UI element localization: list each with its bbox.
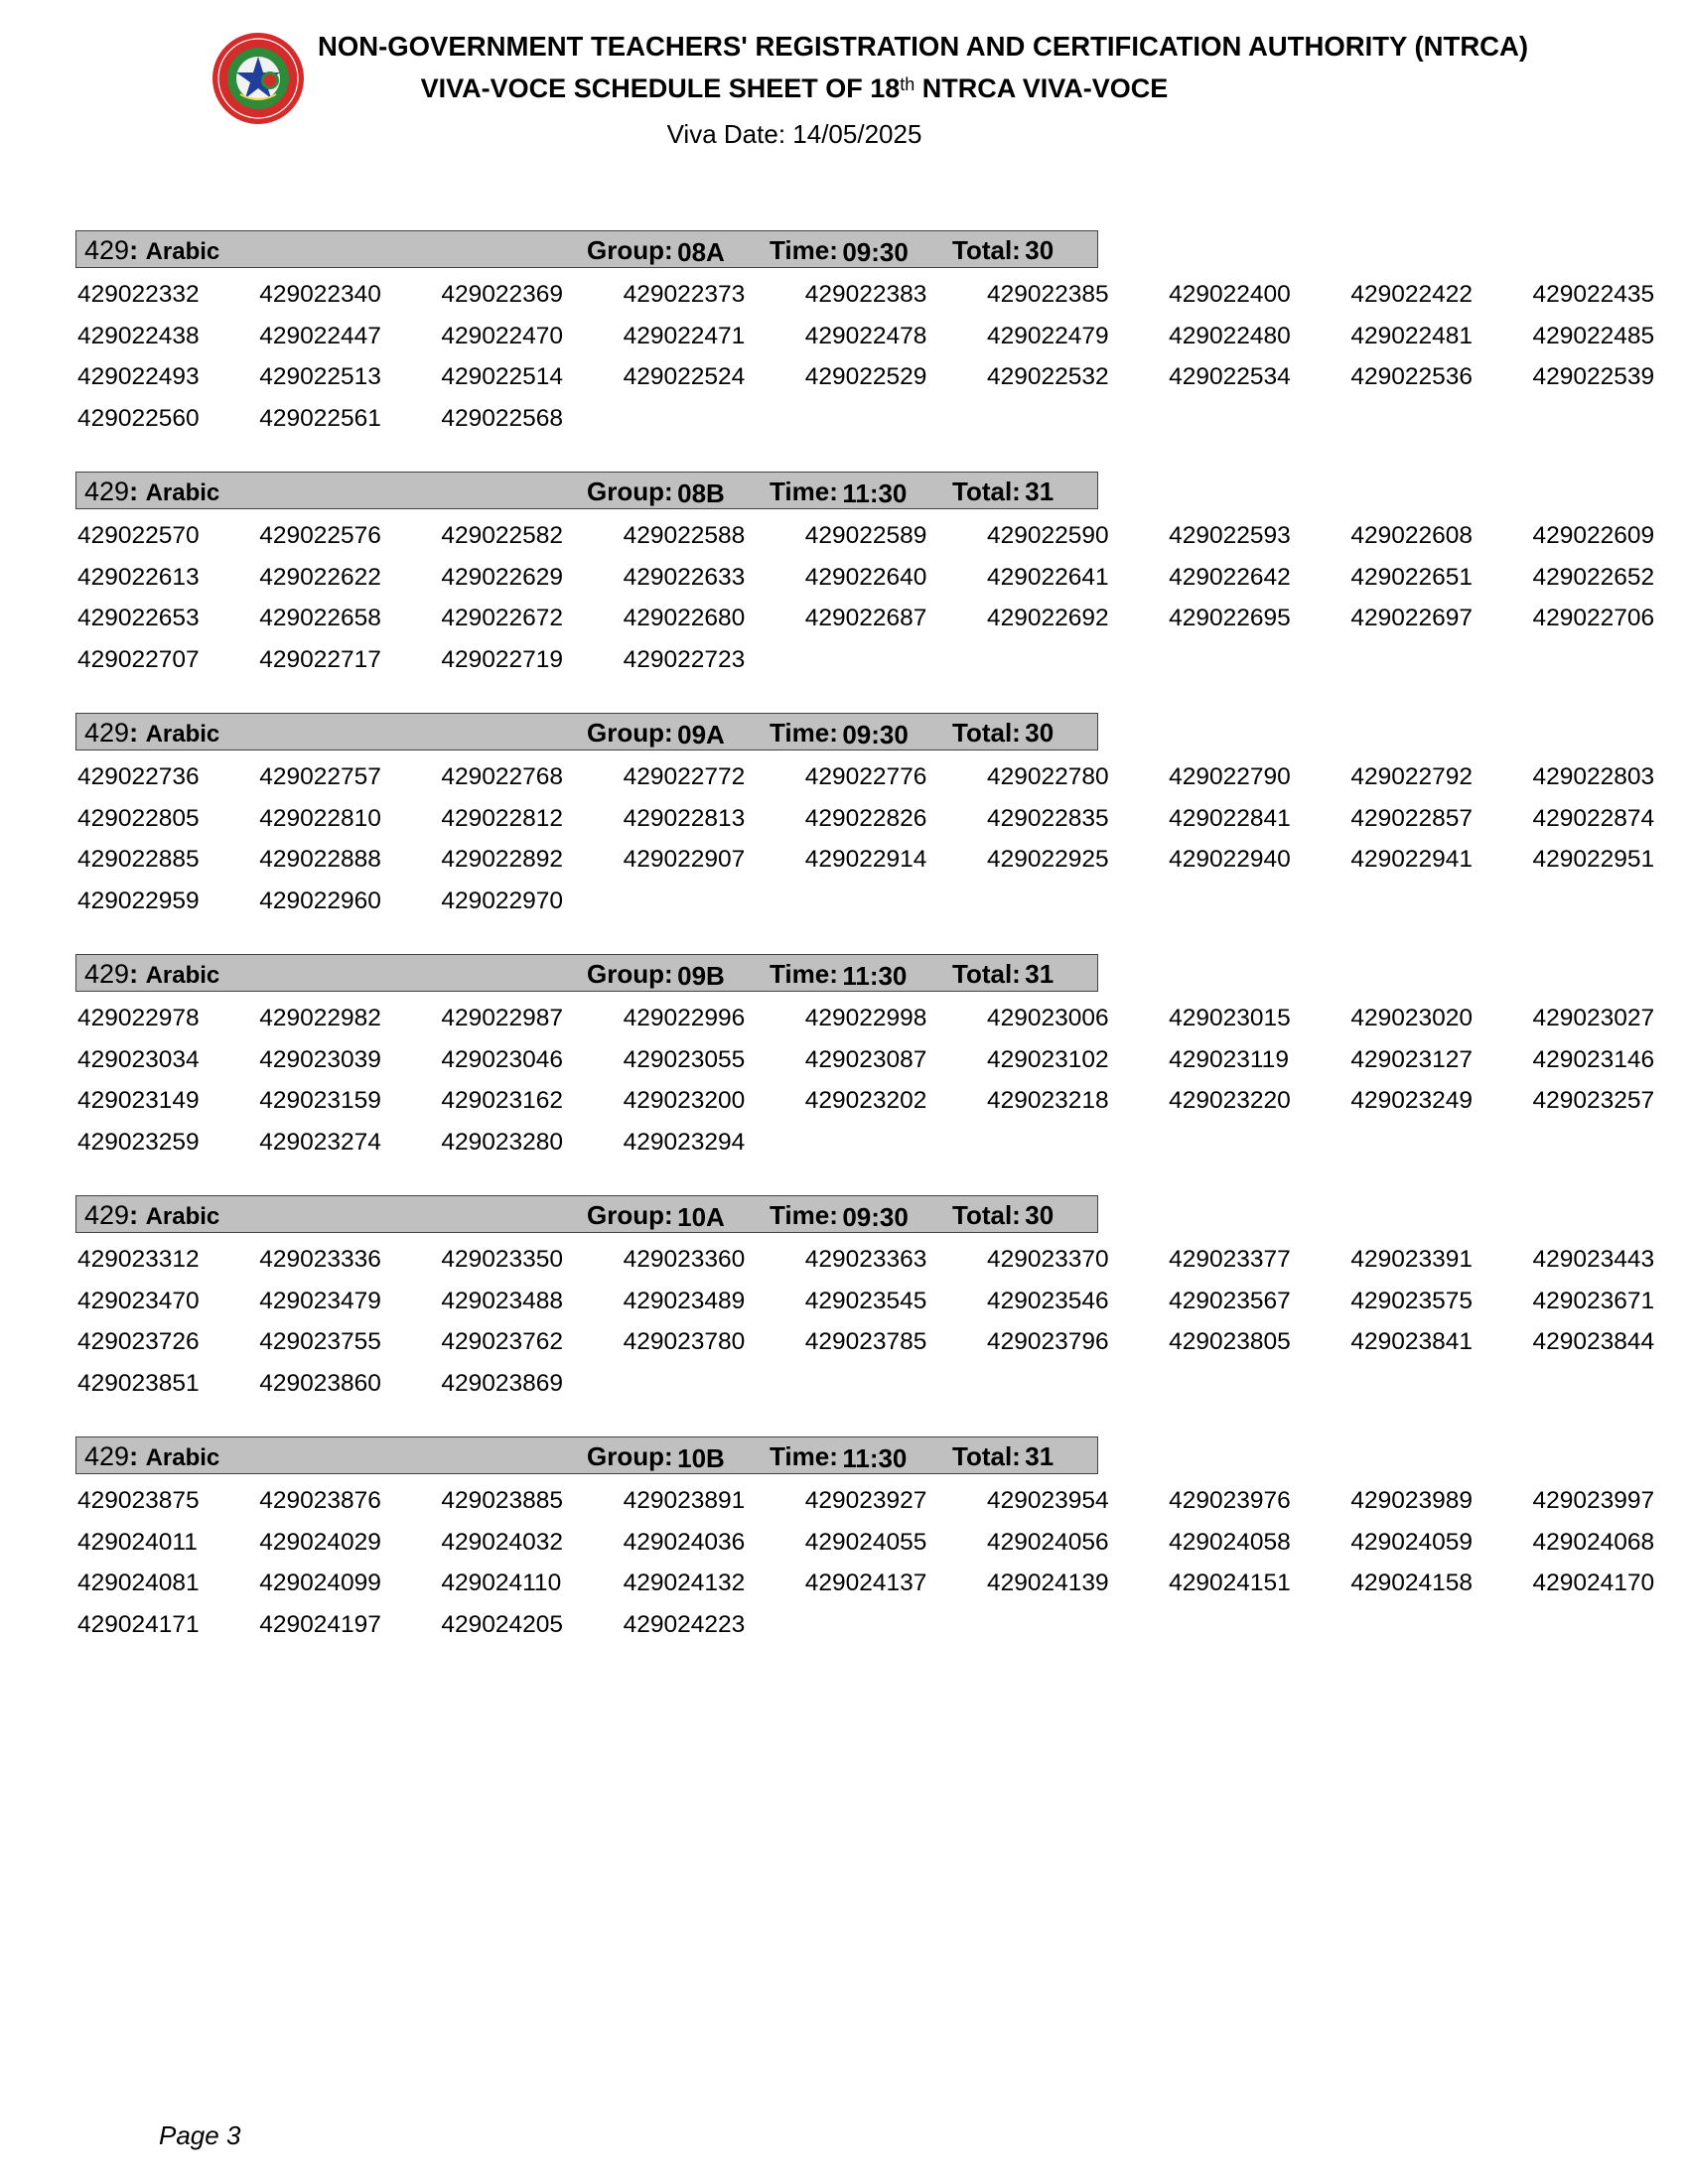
roll-number: 429022888 [259, 846, 381, 873]
viva-date-label: Viva Date: [666, 119, 786, 149]
roll-number: 429022810 [259, 804, 381, 832]
roll-number: 429024137 [804, 1570, 927, 1596]
roll-number: 429022768 [441, 763, 564, 790]
roll-number: 429022987 [441, 1005, 564, 1031]
roll-number: 429022835 [986, 804, 1109, 832]
roll-number: 429022892 [441, 846, 564, 873]
roll-number: 429023755 [259, 1328, 381, 1355]
group-value: 10B [677, 1443, 725, 1473]
group-header-bar [75, 1436, 1098, 1474]
roll-number: 429022672 [441, 605, 564, 631]
roll-number: 429024223 [623, 1610, 746, 1638]
roll-number: 429024056 [986, 1528, 1109, 1556]
roll-number: 429022641 [986, 563, 1109, 591]
roll-number: 429024110 [441, 1570, 562, 1596]
roll-number: 429022970 [441, 887, 564, 914]
group-header-bar [75, 230, 1098, 268]
group-field [587, 958, 725, 995]
subject-code: 429 [84, 1441, 130, 1471]
time-field [770, 234, 909, 271]
roll-number: 429022998 [804, 1005, 927, 1031]
roll-number: 429023149 [77, 1087, 200, 1114]
roll-number: 429022471 [623, 322, 746, 349]
roll-number: 429023162 [441, 1087, 564, 1114]
roll-number: 429023567 [1169, 1287, 1291, 1314]
roll-number: 429022536 [1350, 363, 1473, 390]
roll-number: 429022772 [623, 763, 746, 790]
roll-number: 429023780 [623, 1328, 746, 1355]
subject-name: Arabic [145, 238, 220, 265]
roll-number: 429023546 [986, 1287, 1109, 1314]
roll-number: 429023274 [259, 1128, 381, 1156]
roll-number: 429023046 [441, 1045, 564, 1073]
roll-number: 429023762 [441, 1328, 564, 1355]
roll-number: 429022757 [259, 763, 381, 790]
roll-number: 429023257 [1532, 1087, 1655, 1114]
roll-number: 429022907 [623, 846, 746, 873]
roll-number: 429024158 [1350, 1570, 1473, 1596]
roll-number: 429022534 [1169, 363, 1291, 390]
roll-number: 429023927 [804, 1487, 927, 1514]
group-value: 09B [677, 961, 725, 991]
total-field [952, 476, 1054, 512]
subject-heading [84, 1199, 219, 1233]
group-value: 09A [677, 720, 725, 750]
roll-number: 429023997 [1532, 1487, 1655, 1514]
roll-number: 429023989 [1350, 1487, 1473, 1514]
roll-number: 429022568 [441, 404, 564, 432]
group-value: 10A [677, 1202, 725, 1232]
roll-number: 429022687 [804, 605, 927, 631]
document-title: NON-GOVERNMENT TEACHERS' REGISTRATION AND CERTIFICATION AUTHORITY (NTRCA) [318, 31, 1529, 62]
group-value: 08B [677, 478, 725, 508]
subject-name: Arabic [145, 479, 220, 506]
roll-number: 429023370 [986, 1246, 1109, 1273]
roll-number: 429022978 [77, 1005, 200, 1031]
viva-date-line [318, 117, 1271, 151]
roll-number: 429023146 [1532, 1045, 1655, 1073]
roll-number: 429022780 [986, 763, 1109, 790]
viva-date-value: 14/05/2025 [792, 119, 922, 149]
roll-number: 429022480 [1169, 322, 1291, 349]
group-label: Group: [587, 718, 673, 748]
roll-number: 429023869 [441, 1369, 564, 1397]
roll-number: 429022940 [1169, 846, 1291, 873]
roll-number: 429023805 [1169, 1328, 1291, 1355]
roll-number: 429023055 [623, 1045, 746, 1073]
roll-number: 429024055 [804, 1528, 927, 1556]
roll-number: 429022570 [77, 522, 200, 549]
roll-number: 429022658 [259, 605, 381, 631]
roll-number: 429023954 [986, 1487, 1109, 1514]
roll-number-list [77, 998, 1674, 1162]
subject-name: Arabic [145, 962, 220, 989]
total-label: Total: [952, 477, 1021, 506]
roll-number: 429022805 [77, 804, 200, 832]
roll-number: 429022813 [623, 804, 746, 832]
roll-number: 429023220 [1169, 1087, 1291, 1114]
group-field [587, 476, 725, 512]
roll-number: 429022582 [441, 522, 564, 549]
total-label: Total: [952, 718, 1021, 748]
roll-number: 429022622 [259, 563, 381, 591]
time-value: 11:30 [842, 1443, 908, 1473]
roll-number-list [77, 515, 1674, 680]
group-field [587, 717, 725, 753]
group-section [75, 954, 1674, 1195]
time-field [770, 717, 909, 753]
roll-number: 429024197 [259, 1610, 381, 1638]
roll-number: 429023860 [259, 1369, 381, 1397]
roll-number: 429022925 [986, 846, 1109, 873]
roll-number: 429022914 [804, 846, 927, 873]
roll-number: 429023891 [623, 1487, 746, 1514]
roll-number: 429022951 [1532, 846, 1655, 873]
group-section [75, 1195, 1674, 1436]
roll-number: 429023489 [623, 1287, 746, 1314]
subtitle-text: VIVA-VOCE SCHEDULE SHEET OF 18 [420, 73, 901, 103]
roll-number: 429022719 [441, 645, 564, 673]
roll-number: 429022613 [77, 563, 200, 591]
time-field [770, 476, 907, 512]
total-value: 30 [1025, 718, 1055, 748]
roll-number: 429023034 [77, 1045, 200, 1073]
roll-number: 429022422 [1350, 281, 1473, 308]
roll-number: 429023851 [77, 1369, 200, 1397]
roll-number: 429022529 [804, 363, 927, 390]
roll-number: 429023875 [77, 1487, 200, 1514]
roll-number: 429022383 [804, 281, 927, 308]
subject-colon: : [129, 959, 139, 989]
roll-number: 429022633 [623, 563, 746, 591]
roll-number: 429022435 [1532, 281, 1655, 308]
roll-number: 429022478 [804, 322, 927, 349]
roll-number: 429022736 [77, 763, 200, 790]
roll-number: 429023119 [1169, 1045, 1289, 1073]
roll-number: 429022593 [1169, 522, 1291, 549]
roll-number: 429022651 [1350, 563, 1473, 591]
roll-number: 429022841 [1169, 804, 1291, 832]
roll-number: 429022332 [77, 281, 200, 308]
roll-number: 429024081 [77, 1570, 200, 1596]
roll-number: 429024029 [259, 1528, 381, 1556]
roll-number: 429023488 [441, 1287, 564, 1314]
roll-number: 429022609 [1532, 522, 1655, 549]
group-label: Group: [587, 1200, 673, 1230]
roll-number: 429023976 [1169, 1487, 1291, 1514]
roll-number: 429023377 [1169, 1246, 1291, 1273]
roll-number: 429022885 [77, 846, 200, 873]
roll-number: 429023363 [804, 1246, 927, 1273]
time-label: Time: [770, 959, 838, 989]
roll-number: 429023350 [441, 1246, 564, 1273]
group-label: Group: [587, 959, 673, 989]
total-value: 31 [1025, 477, 1055, 506]
total-value: 31 [1025, 1441, 1055, 1471]
subject-heading [84, 1440, 219, 1474]
roll-number: 429022941 [1350, 846, 1473, 873]
roll-number: 429022695 [1169, 605, 1291, 631]
total-field [952, 1440, 1054, 1477]
roll-number: 429023545 [804, 1287, 927, 1314]
roll-number-list [77, 1480, 1674, 1645]
roll-number: 429022790 [1169, 763, 1291, 790]
roll-number: 429022561 [259, 404, 381, 432]
time-value: 09:30 [842, 237, 909, 267]
page-number: Page 3 [159, 2120, 241, 2150]
total-field [952, 958, 1054, 995]
roll-number: 429023020 [1350, 1005, 1473, 1031]
roll-number: 429023102 [986, 1045, 1109, 1073]
group-section [75, 1436, 1674, 1678]
subject-colon: : [129, 718, 139, 748]
roll-number: 429022959 [77, 887, 200, 914]
total-label: Total: [952, 959, 1021, 989]
group-section [75, 713, 1674, 954]
roll-number: 429022996 [623, 1005, 746, 1031]
time-label: Time: [770, 1441, 838, 1471]
roll-number: 429024036 [623, 1528, 746, 1556]
roll-number: 429024068 [1532, 1528, 1655, 1556]
total-label: Total: [952, 1200, 1021, 1230]
roll-number: 429024132 [623, 1570, 746, 1596]
time-value: 09:30 [842, 720, 909, 750]
group-field [587, 1199, 725, 1236]
roll-number: 429022340 [259, 281, 381, 308]
roll-number: 429022857 [1350, 804, 1473, 832]
roll-number: 429022524 [623, 363, 746, 390]
roll-number: 429023336 [259, 1246, 381, 1273]
roll-number: 429023844 [1532, 1328, 1655, 1355]
subject-colon: : [129, 235, 139, 265]
roll-number: 429022447 [259, 322, 381, 349]
roll-number: 429023159 [259, 1087, 381, 1114]
roll-number: 429022576 [259, 522, 381, 549]
roll-number: 429023479 [259, 1287, 381, 1314]
time-label: Time: [770, 1200, 838, 1230]
roll-number: 429022874 [1532, 804, 1655, 832]
roll-number: 429024011 [77, 1528, 198, 1556]
roll-number: 429023470 [77, 1287, 200, 1314]
time-label: Time: [770, 718, 838, 748]
roll-number: 429024171 [77, 1610, 200, 1638]
total-field [952, 1199, 1054, 1236]
roll-number: 429022493 [77, 363, 200, 390]
roll-number: 429023726 [77, 1328, 200, 1355]
roll-number: 429023202 [804, 1087, 927, 1114]
roll-number: 429022385 [986, 281, 1109, 308]
roll-number: 429023796 [986, 1328, 1109, 1355]
roll-number: 429022514 [441, 363, 564, 390]
time-label: Time: [770, 477, 838, 506]
subject-code: 429 [84, 1200, 130, 1230]
roll-number: 429022982 [259, 1005, 381, 1031]
roll-number: 429023027 [1532, 1005, 1655, 1031]
group-field [587, 234, 725, 271]
roll-number: 429022629 [441, 563, 564, 591]
roll-number: 429022539 [1532, 363, 1655, 390]
ntrca-logo-icon [211, 31, 306, 126]
time-value: 11:30 [842, 478, 908, 508]
group-header-bar [75, 954, 1098, 992]
total-value: 31 [1025, 959, 1055, 989]
roll-number: 429023876 [259, 1487, 381, 1514]
group-section [75, 472, 1674, 713]
roll-number: 429023006 [986, 1005, 1109, 1031]
roll-number: 429022479 [986, 322, 1109, 349]
roll-number: 429022706 [1532, 605, 1655, 631]
group-header-bar [75, 1195, 1098, 1233]
roll-number: 429022680 [623, 605, 746, 631]
roll-number: 429023391 [1350, 1246, 1473, 1273]
roll-number: 429024139 [986, 1570, 1109, 1596]
group-label: Group: [587, 235, 673, 265]
roll-number: 429023841 [1350, 1328, 1473, 1355]
time-value: 11:30 [842, 961, 908, 991]
roll-number: 429024058 [1169, 1528, 1291, 1556]
group-value: 08A [677, 237, 725, 267]
roll-number: 429024032 [441, 1528, 564, 1556]
subject-heading [84, 958, 219, 992]
roll-number: 429023039 [259, 1045, 381, 1073]
roll-number: 429022826 [804, 804, 927, 832]
roll-number: 429022481 [1350, 322, 1473, 349]
group-header-bar [75, 472, 1098, 509]
subject-colon: : [129, 1200, 139, 1230]
roll-number: 429023360 [623, 1246, 746, 1273]
total-label: Total: [952, 1441, 1021, 1471]
total-field [952, 717, 1054, 753]
subject-name: Arabic [145, 721, 220, 748]
subject-heading [84, 476, 219, 509]
group-label: Group: [587, 1441, 673, 1471]
roll-number: 429022373 [623, 281, 746, 308]
roll-number: 429023671 [1532, 1287, 1655, 1314]
total-field [952, 234, 1054, 271]
roll-number: 429022692 [986, 605, 1109, 631]
roll-number: 429022589 [804, 522, 927, 549]
roll-number: 429022485 [1532, 322, 1655, 349]
roll-number: 429023087 [804, 1045, 927, 1073]
subtitle-text-end: NTRCA VIVA-VOCE [921, 73, 1169, 103]
subject-code: 429 [84, 718, 130, 748]
roll-number: 429023249 [1350, 1087, 1473, 1114]
roll-number: 429022653 [77, 605, 200, 631]
subject-heading [84, 717, 219, 751]
roll-number: 429023015 [1169, 1005, 1291, 1031]
time-field [770, 1199, 909, 1236]
roll-number: 429023127 [1350, 1045, 1473, 1073]
roll-number: 429023443 [1532, 1246, 1655, 1273]
group-section [75, 230, 1674, 472]
document-subtitle [318, 71, 1271, 105]
roll-number: 429022642 [1169, 563, 1291, 591]
roll-number: 429024205 [441, 1610, 564, 1638]
subject-code: 429 [84, 477, 130, 506]
time-value: 09:30 [842, 1202, 909, 1232]
roll-number: 429022369 [441, 281, 564, 308]
roll-number: 429022400 [1169, 281, 1291, 308]
subject-heading [84, 234, 219, 268]
time-field [770, 1440, 907, 1477]
subject-colon: : [129, 1441, 139, 1471]
roll-number: 429022588 [623, 522, 746, 549]
roll-number: 429022438 [77, 322, 200, 349]
roll-number: 429022640 [804, 563, 927, 591]
group-header-bar [75, 713, 1098, 751]
total-label: Total: [952, 235, 1021, 265]
group-field [587, 1440, 725, 1477]
roll-number: 429023312 [77, 1246, 200, 1273]
roll-number: 429022717 [259, 645, 381, 673]
roll-number: 429023575 [1350, 1287, 1473, 1314]
subject-name: Arabic [145, 1444, 220, 1471]
roll-number: 429023218 [986, 1087, 1109, 1114]
roll-number: 429022792 [1350, 763, 1473, 790]
schedule-sections [75, 230, 1674, 1678]
roll-number: 429022608 [1350, 522, 1473, 549]
total-value: 30 [1025, 1200, 1055, 1230]
roll-number: 429022723 [623, 645, 746, 673]
roll-number: 429022697 [1350, 605, 1473, 631]
subject-code: 429 [84, 235, 130, 265]
roll-number: 429024059 [1350, 1528, 1473, 1556]
subject-name: Arabic [145, 1203, 220, 1230]
roll-number: 429022470 [441, 322, 564, 349]
roll-number: 429022803 [1532, 763, 1655, 790]
time-label: Time: [770, 235, 838, 265]
roll-number: 429022960 [259, 887, 381, 914]
roll-number-list [77, 756, 1674, 921]
roll-number: 429022513 [259, 363, 381, 390]
roll-number: 429023294 [623, 1128, 746, 1156]
roll-number: 429023785 [804, 1328, 927, 1355]
roll-number: 429022532 [986, 363, 1109, 390]
group-label: Group: [587, 477, 673, 506]
roll-number: 429023259 [77, 1128, 200, 1156]
roll-number: 429022812 [441, 804, 564, 832]
total-value: 30 [1025, 235, 1055, 265]
roll-number-list [77, 1239, 1674, 1404]
subject-code: 429 [84, 959, 130, 989]
roll-number: 429023200 [623, 1087, 746, 1114]
roll-number-list [77, 274, 1674, 439]
roll-number: 429024099 [259, 1570, 381, 1596]
roll-number: 429022560 [77, 404, 200, 432]
roll-number: 429024170 [1532, 1570, 1655, 1596]
subject-colon: : [129, 477, 139, 506]
roll-number: 429022707 [77, 645, 200, 673]
roll-number: 429023885 [441, 1487, 564, 1514]
subtitle-ordinal-suffix: th [900, 74, 915, 94]
roll-number: 429022590 [986, 522, 1109, 549]
roll-number: 429022776 [804, 763, 927, 790]
roll-number: 429022652 [1532, 563, 1655, 591]
time-field [770, 958, 907, 995]
roll-number: 429023280 [441, 1128, 564, 1156]
roll-number: 429024151 [1169, 1570, 1291, 1596]
